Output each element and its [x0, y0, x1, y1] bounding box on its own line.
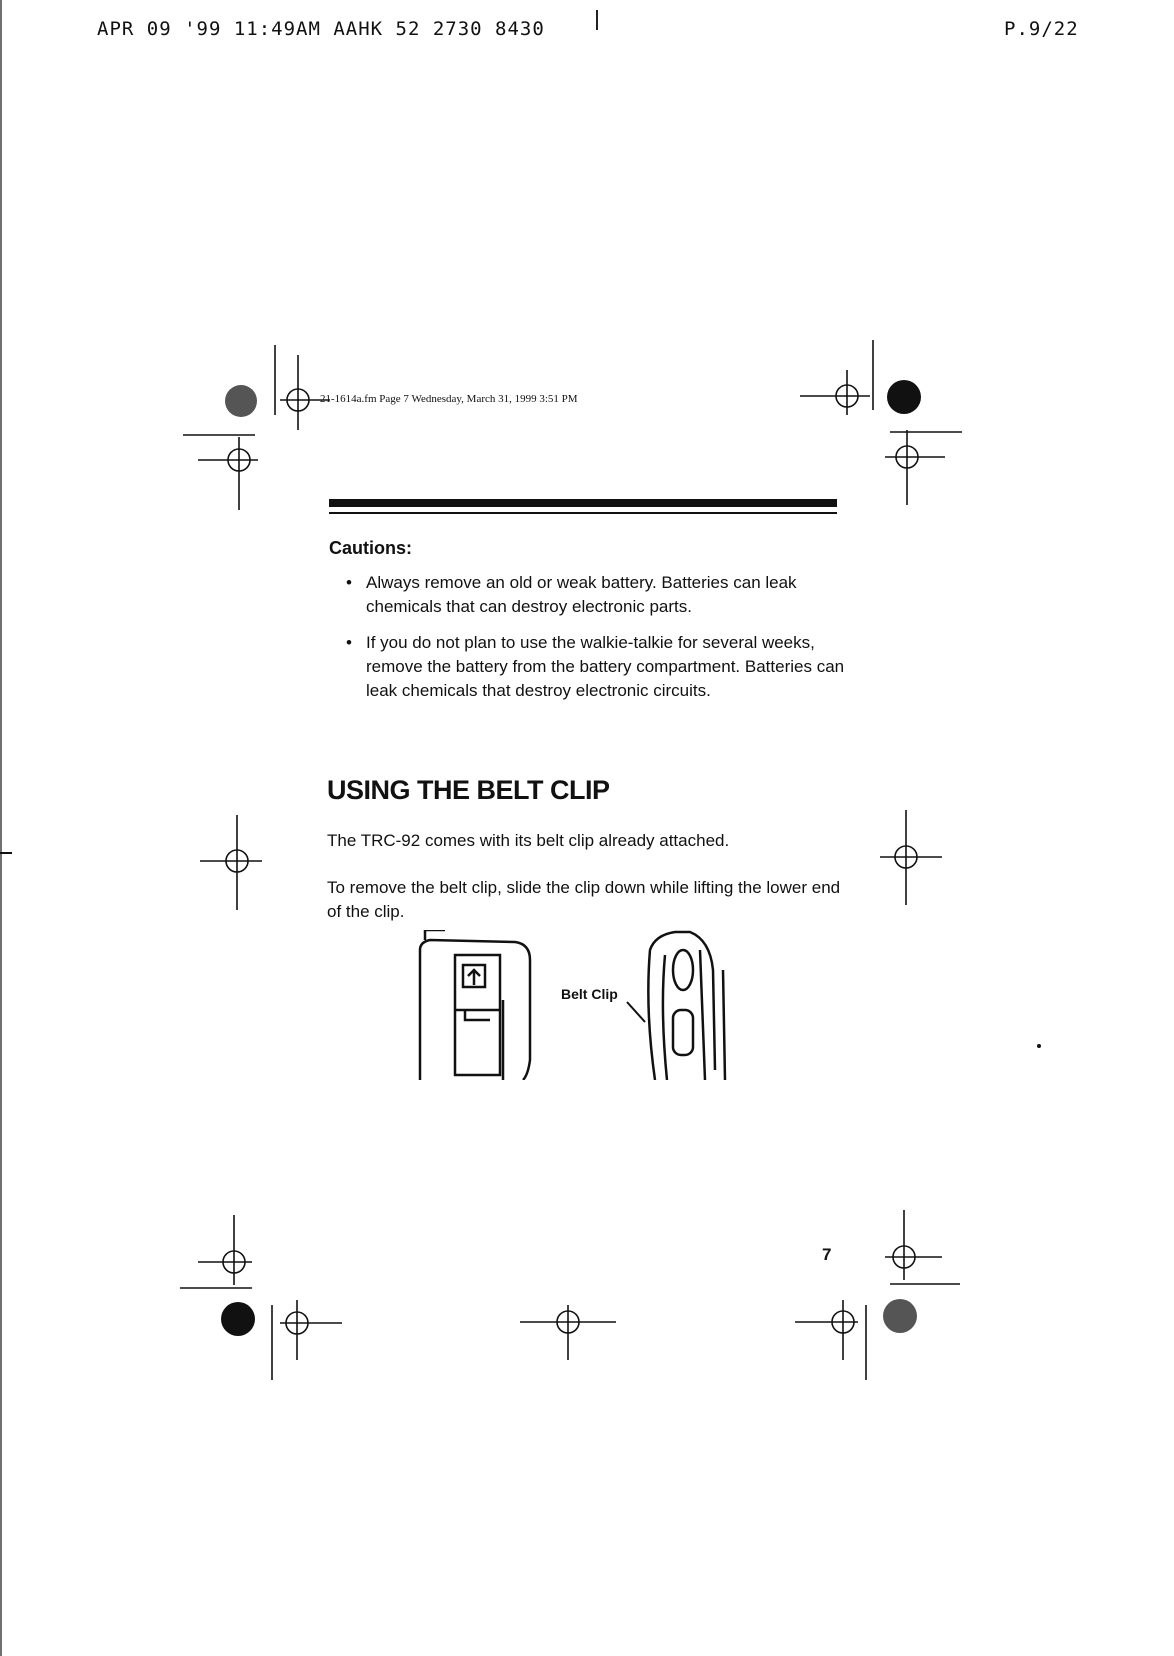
belt-clip-label: Belt Clip [561, 986, 618, 1002]
paragraph: The TRC-92 comes with its belt clip already attached. [327, 831, 730, 850]
caution-item: • If you do not plan to use the walkie-talkie for several weeks, remove the battery from the battery compartment. Batteries can leak chemicals that destroy electronic circuits. [346, 631, 846, 703]
fax-header-divider [596, 10, 598, 30]
fax-header-left: APR 09 '99 11:49AM AAHK 52 2730 8430 [97, 18, 545, 40]
fax-header-page: P.9/22 [1004, 18, 1079, 40]
page-number: 7 [822, 1245, 832, 1264]
header-rule [329, 499, 837, 507]
caution-item: • Always remove an old or weak battery. Batteries can leak chemicals that can destroy electronic parts. [346, 571, 846, 619]
paragraph: To remove the belt clip, slide the clip down while lifting the lower end of the clip. [327, 878, 841, 921]
header-rule-thin [329, 512, 837, 514]
cautions-list [346, 571, 846, 715]
slug-line: 21-1614a.fm Page 7 Wednesday, March 31, 1999 3:51 PM [320, 393, 578, 405]
cautions-title: Cautions: [329, 538, 412, 558]
section-heading: USING THE BELT CLIP [327, 775, 610, 805]
belt-clip-illustration [405, 930, 765, 1080]
